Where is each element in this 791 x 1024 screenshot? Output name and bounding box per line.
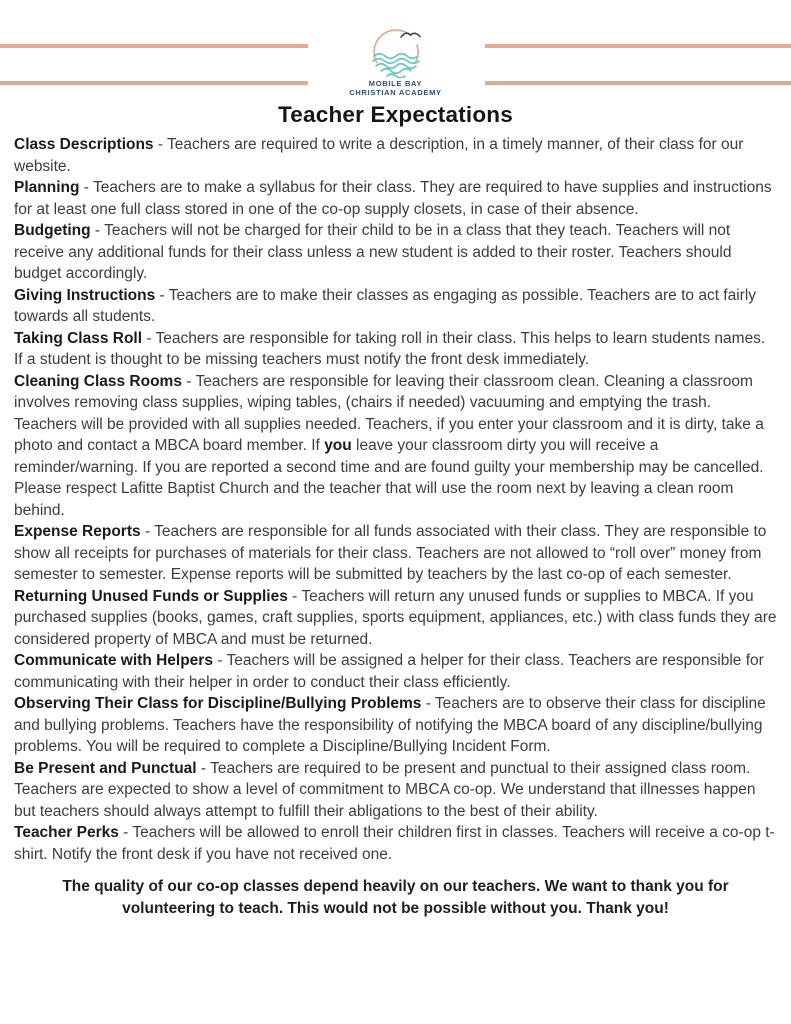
section-heading: Taking Class Roll (14, 329, 143, 347)
section-heading: Class Descriptions (14, 136, 154, 153)
section-paragraph (14, 328, 777, 371)
sections (0, 134, 791, 865)
emphasized-text: you (324, 437, 352, 454)
section-paragraph (14, 758, 777, 823)
section-heading: Planning (14, 179, 80, 196)
section-paragraph (14, 822, 777, 865)
footer-note: The quality of our co-op classes depend heavily on our teachers. We want to thank you for volunteering to teach. This would not be possible without you. Thank you! (62, 878, 729, 917)
org-name-line2: CHRISTIAN ACADEMY (349, 88, 442, 97)
org-name (326, 79, 466, 97)
section-body-text: - Teachers will not be charged for their child to be in a class that they teach. Teachers will not receive any additional funds for their class unless a new student is added to their roster. Teachers should budget accordingly. (14, 222, 732, 282)
section-body-text: - Teachers are responsible for leaving their classroom clean. Cleaning a classroom involves removing class supplies, wiping tables, (chairs if needed) vacuuming and emptying the trash. Teachers will be provided with all supplies needed. Teachers, if you enter your classroom and it is dirty, take a photo and contact a MBCA board member. If (14, 372, 764, 454)
section-body-text: - Teachers are to make their classes as engaging as possible. Teachers are to act fairly towards all students. (14, 286, 757, 325)
section-heading: Returning Unused Funds or Supplies (14, 587, 288, 605)
section-paragraph (14, 134, 777, 177)
section-body-text: - Teachers will be allowed to enroll their children first in classes. Teachers will receive a co-op t-shirt. Notify the front desk if you have not received one. (14, 824, 775, 863)
section-paragraph (14, 650, 777, 693)
section-body-text: - Teachers will return any unused funds or supplies to MBCA. If you purchased supplies (books, games, craft supplies, sports equipment, appliances, etc.) with class funds they are considered property of MBCA and must be returned. (14, 587, 777, 648)
section-paragraph (14, 693, 777, 758)
section-paragraph (14, 521, 777, 586)
logo (326, 26, 466, 97)
section-heading: Cleaning Class Rooms (14, 372, 182, 390)
section-paragraph (14, 177, 777, 220)
section-body-text: - Teachers are required to write a description, in a timely manner, of their class for our website. (14, 136, 744, 175)
decorative-rule-right-bottom (485, 81, 791, 85)
section-heading: Observing Their Class for Discipline/Bullying Problems (14, 695, 422, 712)
logo-mark-icon (367, 26, 425, 78)
decorative-rule-right-top (485, 44, 791, 48)
section-heading: Budgeting (14, 222, 91, 239)
section-body-text: - Teachers are required to be present and punctual to their assigned class room. Teachers are expected to show a level of commitment to MBCA co-op. We understand that illnesses happen but teachers should always attempt to fulfill their abligations to the best of their ability. (14, 759, 756, 820)
decorative-rule-left-bottom (0, 81, 308, 85)
section-body-text: - Teachers will be assigned a helper for their class. Teachers are responsible for communicating with their helper in order to conduct their class efficiently. (14, 652, 764, 691)
bird-icon (401, 33, 420, 37)
sun-arc-icon (415, 45, 418, 64)
header (0, 0, 791, 100)
org-name-line1: MOBILE BAY (368, 79, 423, 88)
section-body-text: - Teachers are responsible for all funds associated with their class. They are responsible to show all receipts for purchases of materials for their class. Teachers are not allowed to “roll over” money from semester to semester. Expense reports will be submitted by teachers by the last co-op of each semester. (14, 523, 767, 583)
section-body-text: leave your classroom dirty you will receive a reminder/warning. If you are reported a second time and are found guilty your membership may be cancelled. Please respect Lafitte Baptist Church and the teacher that will use the room next by leaving a clean room behind. (14, 437, 764, 519)
section-paragraph (14, 586, 777, 651)
section-paragraph (14, 285, 777, 328)
section-paragraph (14, 220, 777, 285)
section-body-text: - Teachers are responsible for taking roll in their class. This helps to learn students names. If a student is thought to be missing teachers must notify the front desk immediately. (14, 329, 766, 368)
page-title: Teacher Expectations (278, 102, 513, 127)
section-heading: Giving Instructions (14, 286, 156, 304)
section-heading: Communicate with Helpers (14, 652, 213, 669)
section-heading: Expense Reports (14, 523, 141, 540)
section-paragraph (14, 371, 777, 522)
decorative-rule-left-top (0, 44, 308, 48)
section-body-text: - Teachers are to make a syllabus for their class. They are required to have supplies and instructions for at least one full class stored in one of the co-op supply closets, in case of their absence. (14, 179, 772, 218)
section-heading: Teacher Perks (14, 824, 119, 841)
section-body-text: - Teachers are to observe their class for discipline and bullying problems. Teachers have the responsibility of notifying the MBCA board of any discipline/bullying problems. You will be required to complete a Discipline/Bullying Incident Form. (14, 695, 766, 755)
section-heading: Be Present and Punctual (14, 759, 197, 777)
waves-icon (373, 54, 419, 78)
